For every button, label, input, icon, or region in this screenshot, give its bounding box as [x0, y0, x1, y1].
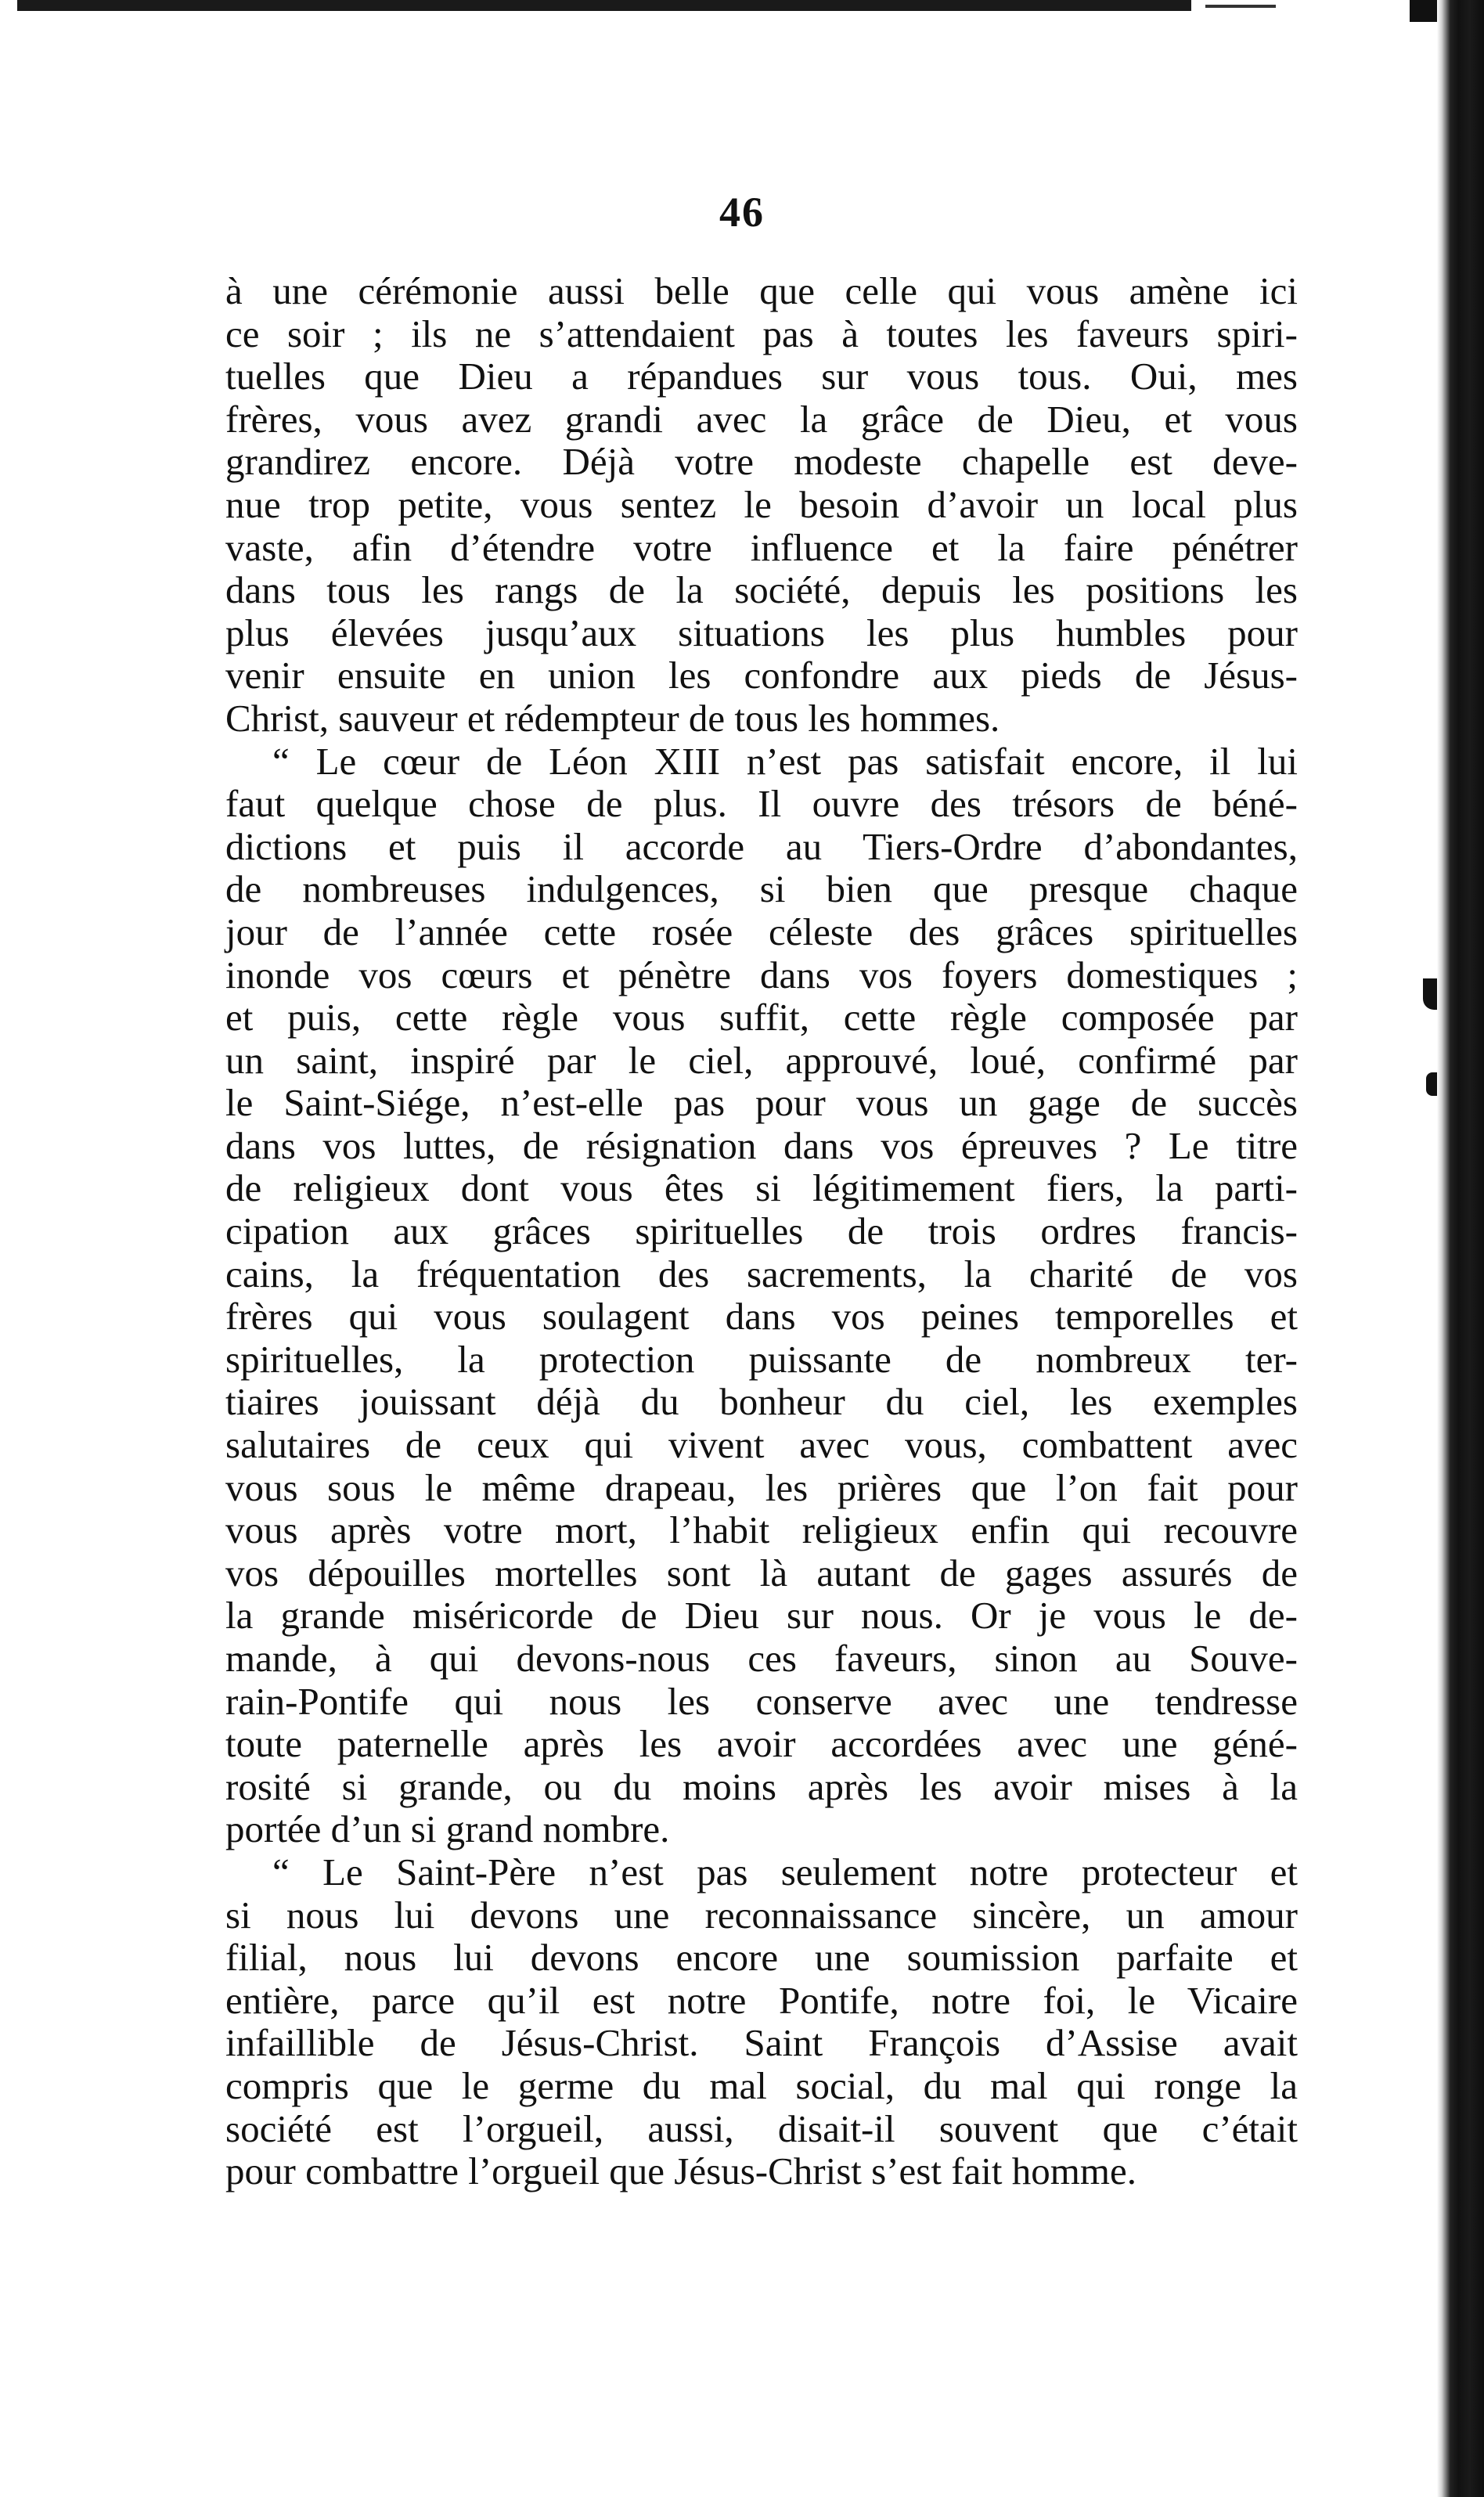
text-line: filial, nous lui devons encore une soumission parfaite et: [225, 1936, 1298, 1980]
text-line: tiaires jouissant déjà du bonheur du ciel, les exemples: [225, 1380, 1298, 1424]
text-line: le Saint-Siége, n’est-elle pas pour vous un gage de succès: [225, 1081, 1298, 1125]
text-line: entière, parce qu’il est notre Pontife, notre foi, le Vicaire: [225, 1978, 1298, 2022]
text-line: rain-Pontife qui nous les conserve avec une tendresse: [225, 1679, 1298, 1723]
text-line: à une cérémonie aussi belle que celle qui vous amène ici: [225, 269, 1298, 312]
binding-edge-shadow: [1437, 0, 1484, 2497]
binding-edge-mark: [1426, 1072, 1437, 1096]
text-line: ce soir ; ils ne s’attendaient pas à toutes les faveurs spiri-: [225, 312, 1298, 355]
text-line: grandirez encore. Déjà votre modeste chapelle est deve-: [225, 440, 1298, 484]
text-line: vous après votre mort, l’habit religieux enfin qui recouvre: [225, 1508, 1298, 1552]
text-line: venir ensuite en union les confondre aux pieds de Jésus-: [225, 654, 1298, 697]
text-line: dans tous les rangs de la société, depuis les positions les: [225, 568, 1298, 612]
text-line: mande, à qui devons-nous ces faveurs, sinon au Souve-: [225, 1637, 1298, 1680]
text-line: spirituelles, la protection puissante de nombreux ter-: [225, 1337, 1298, 1381]
text-line: “ Le cœur de Léon XIII n’est pas satisfait encore, il lui: [272, 739, 1298, 783]
text-line: frères, vous avez grandi avec la grâce de Dieu, et vous: [225, 397, 1298, 441]
text-line: la grande miséricorde de Dieu sur nous. Or je vous le de-: [225, 1594, 1298, 1638]
text-line: faut quelque chose de plus. Il ouvre des trésors de béné-: [225, 782, 1298, 826]
text-line: infaillible de Jésus-Christ. Saint François d’Assise avait: [225, 2021, 1298, 2065]
text-line: si nous lui devons une reconnaissance sincère, un amour: [225, 1893, 1298, 1937]
text-line: un saint, inspiré par le ciel, approuvé, loué, confirmé par: [225, 1038, 1298, 1082]
text-line: compris que le germe du mal social, du mal qui ronge la: [225, 2063, 1298, 2107]
binding-edge-mark: [1423, 978, 1437, 1010]
text-line: plus élevées jusqu’aux situations les plus humbles pour: [225, 611, 1298, 654]
top-border-rule: [17, 0, 1191, 11]
text-line: rosité si grande, ou du moins après les avoir mises à la: [225, 1764, 1298, 1808]
text-line: tuelles que Dieu a répandues sur vous tous. Oui, mes: [225, 355, 1298, 398]
text-line: dans vos luttes, de résignation dans vos épreuves ? Le titre: [225, 1123, 1298, 1167]
text-line: vaste, afin d’étendre votre influence et la faire pénétrer: [225, 525, 1298, 569]
text-line: salutaires de ceux qui vivent avec vous, combattent avec: [225, 1423, 1298, 1467]
text-line: vous sous le même drapeau, les prières que l’on fait pour: [225, 1465, 1298, 1509]
text-line: société est l’orgueil, aussi, disait-il souvent que c’était: [225, 2106, 1298, 2150]
text-line: dictions et puis il accorde au Tiers-Ordre d’abondantes,: [225, 824, 1298, 868]
text-line: de religieux dont vous êtes si légitimement fiers, la parti-: [225, 1166, 1298, 1210]
top-border-rule-fragment: [1205, 5, 1276, 8]
text-line: toute paternelle après les avoir accordées avec une géné-: [225, 1722, 1298, 1766]
text-line: nue trop petite, vous sentez le besoin d’avoir un local plus: [225, 482, 1298, 526]
text-line: pour combattre l’orgueil que Jésus-Christ s’est fait homme.: [225, 2149, 1136, 2193]
text-line: et puis, cette règle vous suffit, cette règle composée par: [225, 996, 1298, 1040]
text-line: cains, la fréquentation des sacrements, la charité de vos: [225, 1252, 1298, 1295]
page-body-text: [225, 270, 1298, 2193]
text-line: jour de l’année cette rosée céleste des grâces spirituelles: [225, 910, 1298, 953]
text-line: vos dépouilles mortelles sont là autant de gages assurés de: [225, 1551, 1298, 1594]
text-line: inonde vos cœurs et pénètre dans vos foyers domestiques ;: [225, 953, 1298, 996]
page-number: 46: [719, 189, 765, 236]
text-line: “ Le Saint-Père n’est pas seulement notre protecteur et: [272, 1850, 1298, 1893]
text-line: de nombreuses indulgences, si bien que presque chaque: [225, 867, 1298, 911]
text-line: portée d’un si grand nombre.: [225, 1807, 670, 1851]
text-line: frères qui vous soulagent dans vos peines temporelles et: [225, 1295, 1298, 1339]
text-line: Christ, sauveur et rédempteur de tous les hommes.: [225, 696, 1000, 740]
text-line: cipation aux grâces spirituelles de trois ordres francis-: [225, 1209, 1298, 1253]
